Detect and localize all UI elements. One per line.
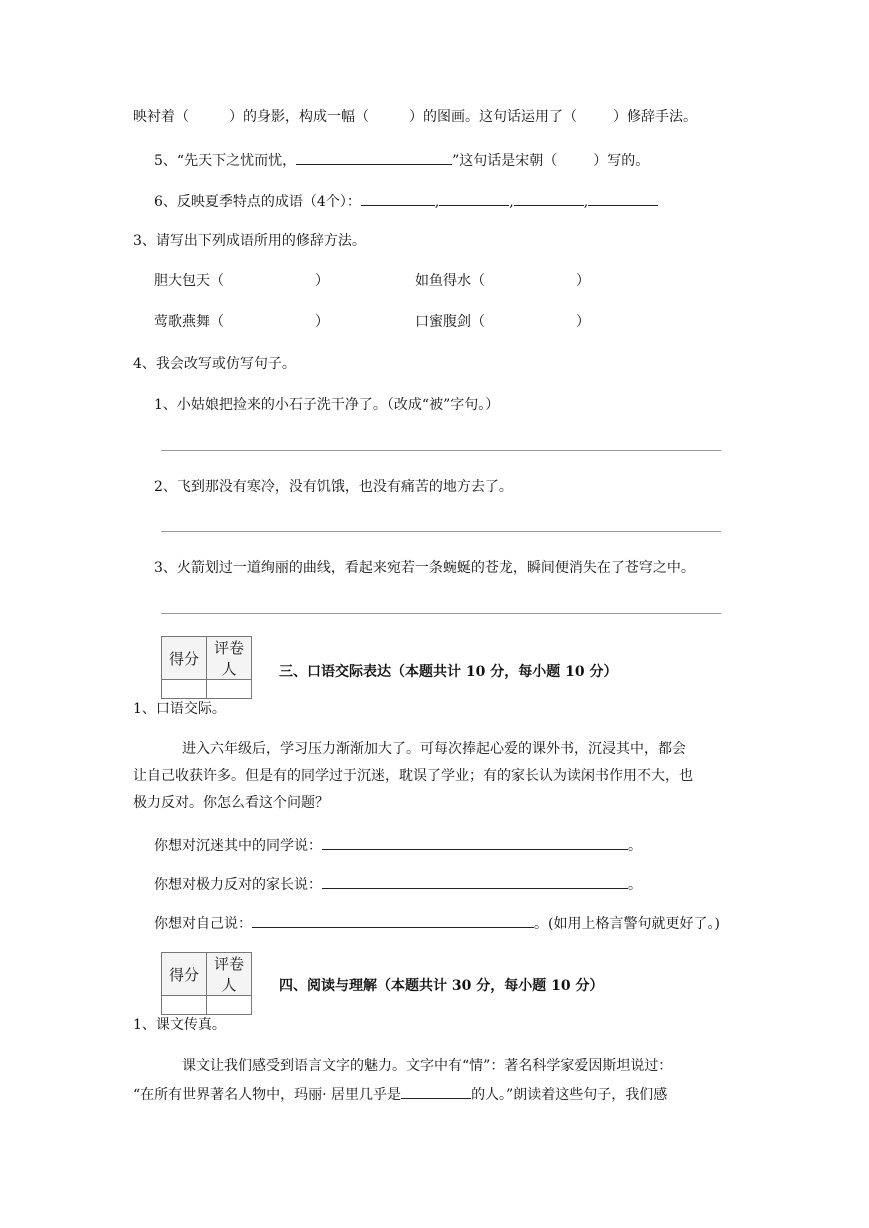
q2-continuation-line — [133, 108, 697, 126]
score-box — [161, 636, 252, 699]
text-segment: ）的图画。这句话运用了（ — [409, 109, 577, 125]
answer-line[interactable] — [161, 613, 721, 614]
answer-blank[interactable] — [401, 1084, 471, 1099]
idiom-item — [154, 272, 224, 290]
prompt-self — [154, 913, 720, 933]
text-segment: “在所有世界著名人物中，玛丽· 居里几乎是 — [133, 1087, 402, 1103]
q2-item-6 — [154, 191, 658, 211]
grader-label: 评卷人 — [207, 637, 252, 680]
score-box — [161, 952, 252, 1015]
grader-cell[interactable] — [207, 680, 252, 699]
idiom-close-paren: ） — [315, 314, 329, 330]
text-segment: 6、反映夏季特点的成语（4个）： — [154, 194, 361, 210]
prompt-text: 你想对沉迷其中的同学说： — [154, 838, 322, 854]
text-segment: ）的身影，构成一幅（ — [229, 109, 369, 125]
idiom-item — [154, 313, 224, 331]
text-segment: 的人。”朗读着这些句子，我们感 — [471, 1087, 668, 1103]
section-4-q1-title: 1、课文传真。 — [133, 1017, 226, 1033]
idiom-text: 胆大包天（ — [154, 273, 224, 289]
answer-line[interactable] — [161, 531, 721, 532]
score-label: 得分 — [162, 637, 207, 680]
q4-title: 4、我会改写或仿写句子。 — [133, 356, 296, 372]
idiom-text: 口蜜腹剑（ — [415, 314, 485, 330]
score-cell[interactable] — [162, 996, 207, 1015]
text-segment: ）修辞手法。 — [613, 109, 697, 125]
paragraph-line: 进入六年级后，学习压力渐渐加大了。可每次捧起心爱的课外书，沉浸其中，都会 — [182, 741, 686, 757]
answer-blank[interactable] — [322, 874, 628, 889]
paragraph-line: 课文让我们感受到语言文字的魅力。文字中有“情”：著名科学家爱因斯坦说过： — [182, 1058, 673, 1074]
paragraph-line: 极力反对。你怎么看这个问题？ — [133, 795, 329, 811]
comma: , — [583, 194, 589, 210]
answer-blank[interactable] — [252, 913, 534, 928]
idiom-text: 如鱼得水（ — [415, 273, 485, 289]
answer-line[interactable] — [161, 450, 721, 451]
idiom-item — [415, 313, 485, 331]
grader-cell[interactable] — [207, 996, 252, 1015]
q3-title: 3、请写出下列成语所用的修辞方法。 — [133, 233, 366, 249]
prompt-classmates — [154, 835, 642, 855]
paragraph-line — [133, 1084, 667, 1104]
comma: , — [434, 194, 440, 210]
idiom-item — [415, 272, 485, 290]
answer-blank[interactable] — [296, 150, 452, 165]
period: 。 — [628, 877, 642, 893]
text-segment: ）写的。 — [593, 153, 650, 169]
idiom-close-paren: ） — [576, 273, 590, 289]
text-segment: 5、“先天下之忧而忧， — [154, 153, 297, 169]
text-segment: 映衬着（ — [133, 109, 189, 125]
answer-blank[interactable] — [588, 191, 658, 206]
paragraph-line: 让自己收获许多。但是有的同学过于沉迷，耽误了学业；有的家长认为读闲书作用不大，也 — [133, 768, 693, 784]
prompt-tail: 。(如用上格言警句就更好了。) — [534, 916, 720, 932]
idiom-text: 莺歌燕舞（ — [154, 314, 224, 330]
score-cell[interactable] — [162, 680, 207, 699]
period: 。 — [628, 838, 642, 854]
grader-label: 评卷人 — [207, 953, 252, 996]
q4-item-3: 3、火箭划过一道绚丽的曲线，看起来宛若一条蜿蜒的苍龙，瞬间便消失在了苍穹之中。 — [154, 560, 695, 576]
answer-blank[interactable] — [439, 191, 509, 206]
section-3-q1-title: 1、口语交际。 — [133, 701, 226, 717]
q4-item-2: 2、飞到那没有寒冷，没有饥饿，也没有痛苦的地方去了。 — [154, 479, 513, 495]
comma: , — [509, 194, 514, 210]
answer-blank[interactable] — [361, 191, 435, 206]
score-label: 得分 — [162, 953, 207, 996]
prompt-text: 你想对自己说： — [154, 916, 252, 932]
answer-blank[interactable] — [514, 191, 584, 206]
prompt-text: 你想对极力反对的家长说： — [154, 877, 322, 893]
idiom-close-paren: ） — [576, 314, 590, 330]
answer-blank[interactable] — [322, 835, 628, 850]
q2-item-5 — [154, 150, 649, 170]
text-segment: ”这句话是宋朝（ — [452, 153, 558, 169]
prompt-parents — [154, 874, 642, 894]
section-3-heading: 三、口语交际表达（本题共计 10 分，每小题 10 分） — [279, 664, 618, 680]
q4-item-1: 1、小姑娘把捡来的小石子洗干净了。（改成“被”字句。） — [154, 397, 500, 413]
idiom-close-paren: ） — [315, 273, 329, 289]
section-4-heading: 四、阅读与理解（本题共计 30 分，每小题 10 分） — [279, 978, 604, 994]
